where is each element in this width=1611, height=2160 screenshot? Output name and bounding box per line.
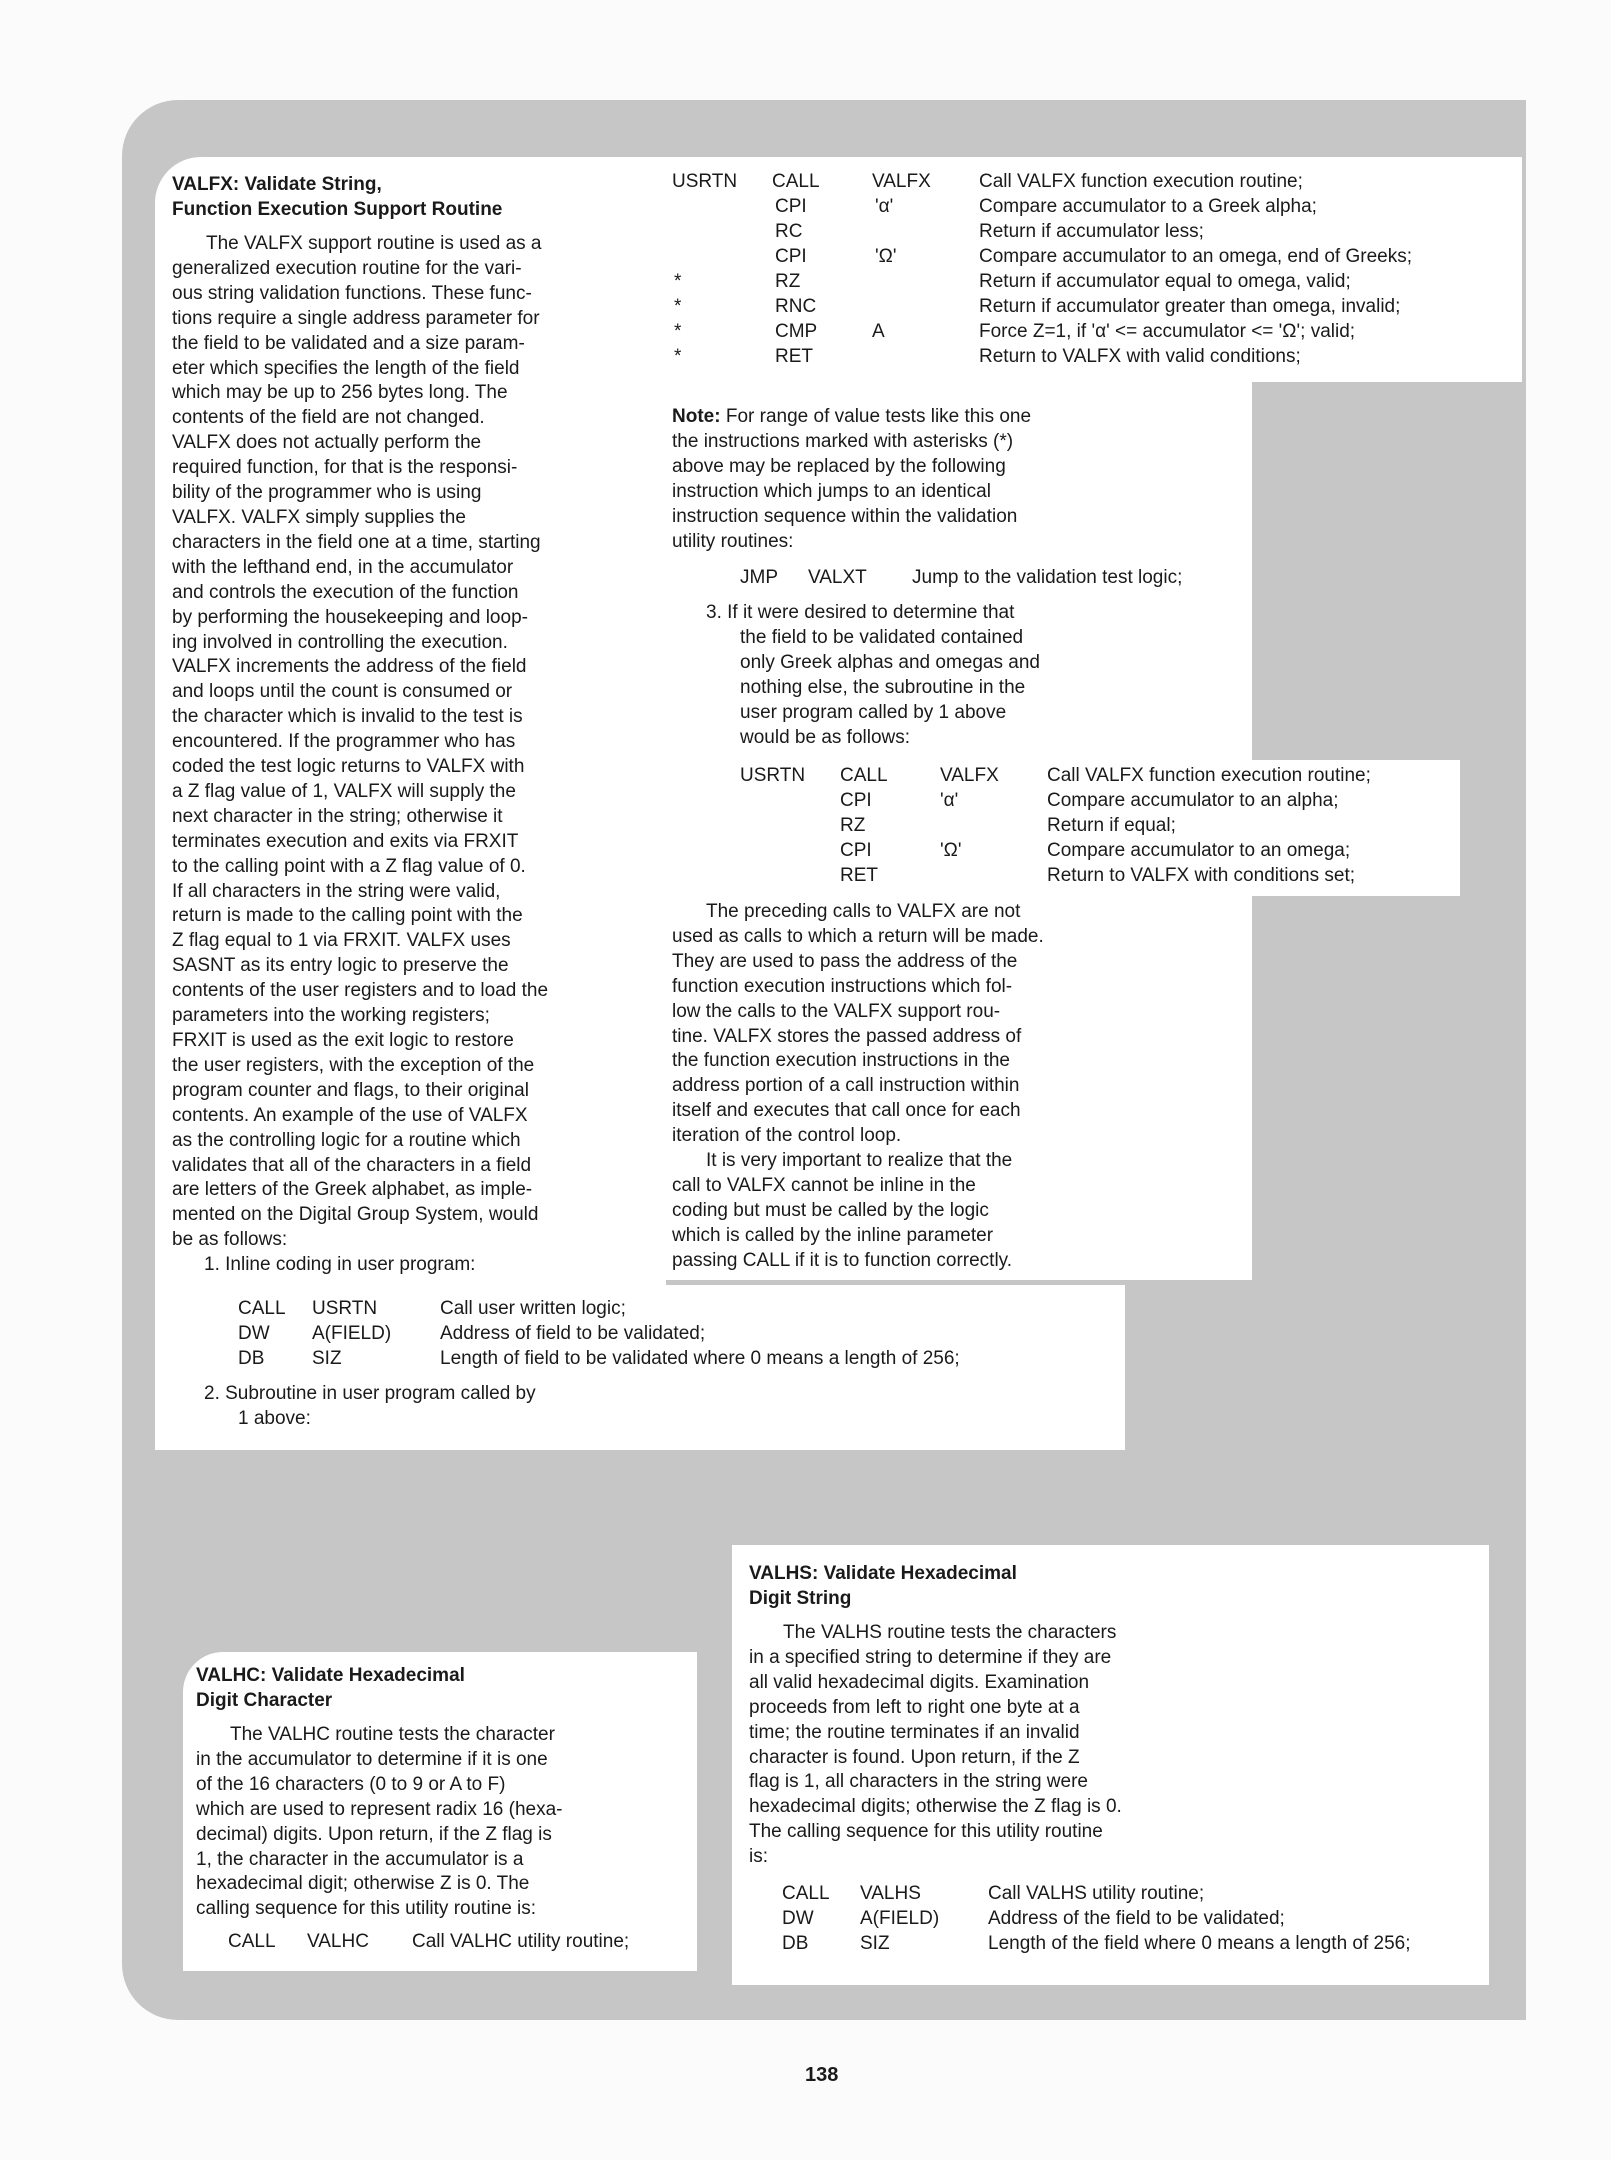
body-line: decimal) digits. Upon return, if the Z flag is — [196, 1823, 552, 1845]
body-line: the user registers, with the exception of the — [172, 1054, 535, 1076]
code-comment: Call VALHS utility routine; — [988, 1883, 1205, 1904]
asterisk-mark: * — [674, 271, 682, 292]
code-comment: Return to VALFX with conditions set; — [1047, 865, 1356, 886]
body-line: The VALHC routine tests the character — [230, 1724, 555, 1745]
note-line: For range of value tests like this one — [725, 406, 1032, 427]
asterisk-mark: * — [674, 321, 682, 342]
code-op: CALL — [772, 171, 820, 192]
code-arg: VALHC — [307, 1931, 369, 1952]
valhc-body — [196, 1723, 630, 1922]
valhc-subtitle: Digit Character — [196, 1690, 333, 1711]
note-line: utility routines: — [672, 530, 794, 552]
code-arg: A(FIELD) — [860, 1908, 940, 1929]
code-comment: Call VALHC utility routine; — [412, 1931, 630, 1952]
body-line: The VALHS routine tests the characters — [783, 1622, 1117, 1643]
body-line: generalized execution routine for the vari- — [172, 257, 522, 279]
closing-line: used as calls to which a return will be made. — [672, 925, 1044, 947]
body-line: which may be up to 256 bytes long. The — [172, 382, 508, 404]
code-op: CALL — [840, 765, 888, 786]
list-item-2-line: 2. Subroutine in user program called by — [204, 1383, 536, 1404]
closing-line: tine. VALFX stores the passed address of — [672, 1025, 1022, 1047]
list-item-3-line: the field to be validated contained — [740, 626, 1024, 648]
valhs-section — [749, 1561, 1183, 1870]
list-item-3-line: 3. If it were desired to determine that — [706, 602, 1015, 623]
body-line: mented on the Digital Group System, would — [172, 1204, 539, 1226]
note-line: instruction which jumps to an identical — [672, 480, 991, 502]
list-item-3-line: nothing else, the subroutine in the — [740, 676, 1026, 698]
code-arg: 'α' — [875, 196, 894, 217]
code-label: USRTN — [672, 171, 738, 192]
code-comment: Call user written logic; — [440, 1298, 626, 1319]
code-op: CPI — [840, 840, 872, 861]
asterisk-mark: * — [674, 346, 682, 367]
note-paragraph — [672, 405, 1106, 554]
code-arg: 'Ω' — [940, 840, 962, 861]
code-comment: Jump to the validation test logic; — [912, 567, 1183, 588]
code-op: JMP — [740, 567, 778, 588]
code-arg: A — [872, 321, 885, 342]
code-arg: 'α' — [940, 790, 959, 811]
body-line: hexadecimal digits; otherwise the Z flag is 0. — [749, 1796, 1122, 1818]
closing-line: They are used to pass the address of the — [672, 950, 1018, 972]
valfx-subtitle: Function Execution Support Routine — [172, 199, 503, 220]
body-line: and loops until the count is consumed or — [172, 681, 513, 703]
body-line: time; the routine terminates if an invalid — [749, 1721, 1080, 1743]
body-line: 1, the character in the accumulator is a — [196, 1848, 524, 1870]
body-line: validates that all of the characters in a field — [172, 1154, 532, 1176]
body-line: ing involved in controlling the execution. — [172, 631, 508, 653]
note-line: instruction sequence within the validation — [672, 505, 1018, 527]
closing-line: call to VALFX cannot be inline in the — [672, 1174, 976, 1196]
body-line: Z flag equal to 1 via FRXIT. VALFX uses — [172, 930, 511, 952]
body-line: as the controlling logic for a routine which — [172, 1129, 521, 1151]
body-line: in the accumulator to determine if it is one — [196, 1748, 548, 1770]
code-comment: Compare accumulator to a Greek alpha; — [979, 196, 1317, 217]
code-comment: Length of field to be validated where 0 means a length of 256; — [440, 1348, 960, 1369]
body-line: SASNT as its entry logic to preserve the — [172, 955, 509, 977]
code-comment: Return to VALFX with valid conditions; — [979, 346, 1301, 367]
code-comment: Return if accumulator greater than omega, invalid; — [979, 296, 1401, 317]
list-item-3 — [706, 601, 1106, 750]
body-line: encountered. If the programmer who has — [172, 731, 516, 753]
body-line: contents of the field are not changed. — [172, 407, 485, 429]
code-comment: Force Z=1, if 'α' <= accumulator <= 'Ω'; valid; — [979, 321, 1356, 342]
code-comment: Return if accumulator equal to omega, valid; — [979, 271, 1351, 292]
code-op: CALL — [228, 1931, 276, 1952]
closing-line: passing CALL if it is to function correctly. — [672, 1249, 1013, 1271]
code-comment: Compare accumulator to an omega, end of Greeks; — [979, 246, 1413, 267]
body-line: coded the test logic returns to VALFX with — [172, 756, 525, 778]
code-op: CALL — [782, 1883, 830, 1904]
code-arg: VALFX — [872, 171, 931, 192]
closing-line: the function execution instructions in the — [672, 1050, 1010, 1072]
note-label: Note: — [672, 406, 721, 427]
body-line: proceeds from left to right one byte at a — [749, 1696, 1080, 1718]
body-line: of the 16 characters (0 to 9 or A to F) — [196, 1773, 506, 1795]
code-comment: Compare accumulator to an omega; — [1047, 840, 1351, 861]
body-line: a Z flag value of 1, VALFX will supply the — [172, 780, 516, 802]
body-line: in a specified string to determine if they are — [749, 1646, 1112, 1668]
body-line: parameters into the working registers; — [172, 1005, 490, 1027]
code-arg: VALXT — [808, 567, 867, 588]
closing-line: low the calls to the VALFX support rou- — [672, 1000, 1001, 1022]
body-line: eter which specifies the length of the field — [172, 357, 520, 379]
asterisk-mark: * — [674, 296, 682, 317]
body-line: VALFX. VALFX simply supplies the — [172, 506, 466, 528]
list-item-3-line: would be as follows: — [740, 726, 911, 748]
code-op: CPI — [775, 246, 807, 267]
code-arg: SIZ — [860, 1933, 890, 1954]
list-item-3-line: only Greek alphas and omegas and — [740, 651, 1040, 673]
closing-line: itself and executes that call once for each — [672, 1100, 1021, 1122]
code-comment: Return if accumulator less; — [979, 221, 1204, 242]
body-line: VALFX increments the address of the field — [172, 656, 527, 678]
closing-line: It is very important to realize that the — [706, 1150, 1013, 1172]
code-comment: Compare accumulator to an alpha; — [1047, 790, 1339, 811]
code-comment: Length of the field where 0 means a length of 256; — [988, 1933, 1411, 1954]
code-op: RNC — [775, 296, 817, 317]
body-line: return is made to the calling point with the — [172, 905, 523, 927]
code-op: RET — [840, 865, 878, 886]
code-op: RET — [775, 346, 813, 367]
valhc-section — [196, 1663, 630, 1922]
body-line: FRXIT is used as the exit logic to restore — [172, 1030, 514, 1051]
body-line: hexadecimal digit; otherwise Z is 0. The — [196, 1873, 530, 1895]
body-line: bility of the programmer who is using — [172, 482, 482, 504]
note-line: the instructions marked with asterisks (*) — [672, 430, 1014, 452]
valfx-section — [172, 172, 610, 1278]
code-comment: Call VALFX function execution routine; — [1047, 765, 1371, 786]
valfx-title: VALFX: Validate String, — [172, 174, 382, 195]
code-arg: VALFX — [940, 765, 999, 786]
list-item-2-line: 1 above: — [238, 1407, 311, 1429]
body-line: The VALFX support routine is used as a — [206, 233, 542, 254]
closing-paragraphs — [672, 900, 1106, 1274]
body-line: VALFX does not actually perform the — [172, 432, 482, 454]
code-op: CMP — [775, 321, 818, 342]
valhc-title: VALHC: Validate Hexadecimal — [196, 1665, 465, 1686]
code-comment: Call VALFX function execution routine; — [979, 171, 1303, 192]
code-comment: Return if equal; — [1047, 815, 1176, 836]
code-op: RZ — [840, 815, 866, 836]
code-arg: 'Ω' — [875, 246, 897, 267]
body-line: be as follows: — [172, 1229, 288, 1251]
valhs-title: VALHS: Validate Hexadecimal — [749, 1563, 1017, 1584]
code-op: CPI — [840, 790, 872, 811]
body-line: The calling sequence for this utility routine — [749, 1821, 1103, 1843]
code-label: USRTN — [740, 765, 806, 786]
valhs-subtitle: Digit String — [749, 1588, 852, 1609]
body-line: terminates execution and exits via FRXIT — [172, 830, 519, 852]
body-line: is: — [749, 1846, 768, 1868]
body-line: contents. An example of the use of VALFX — [172, 1104, 528, 1126]
body-line: with the lefthand end, in the accumulator — [172, 556, 514, 578]
body-line: contents of the user registers and to load the — [172, 980, 549, 1002]
body-line: calling sequence for this utility routine is: — [196, 1898, 537, 1920]
closing-line: The preceding calls to VALFX are not — [706, 901, 1021, 922]
code-arg: VALHS — [860, 1883, 921, 1904]
code-op: CALL — [238, 1298, 286, 1319]
valfx-body — [172, 232, 610, 1278]
closing-line: address portion of a call instruction within — [672, 1075, 1020, 1097]
closing-line: iteration of the control loop. — [672, 1125, 902, 1147]
body-line: required function, for that is the responsi- — [172, 457, 518, 479]
code-arg: SIZ — [312, 1348, 342, 1369]
code-arg: USRTN — [312, 1298, 378, 1319]
body-line: to the calling point with a Z flag value of 0. — [172, 855, 526, 877]
valhs-body — [749, 1621, 1183, 1870]
list-item-1: 1. Inline coding in user program: — [204, 1254, 476, 1276]
body-line: next character in the string; otherwise it — [172, 805, 503, 827]
body-line: ous string validation functions. These func- — [172, 282, 532, 304]
closing-line: function execution instructions which fol- — [672, 975, 1013, 997]
body-line: and controls the execution of the function — [172, 581, 519, 603]
body-line: character is found. Upon return, if the Z — [749, 1746, 1080, 1768]
body-line: program counter and flags, to their original — [172, 1079, 529, 1101]
body-line: by performing the housekeeping and loop- — [172, 606, 528, 628]
body-line: characters in the field one at a time, starting — [172, 531, 541, 553]
code-op: RZ — [775, 271, 801, 292]
code-op: DW — [238, 1323, 270, 1344]
body-line: all valid hexadecimal digits. Examination — [749, 1671, 1090, 1693]
note-line: above may be replaced by the following — [672, 455, 1006, 477]
list-item-2 — [204, 1382, 624, 1432]
body-line: the character which is invalid to the test is — [172, 706, 523, 728]
code-op: DW — [782, 1908, 814, 1929]
body-line: are letters of the Greek alphabet, as imple- — [172, 1179, 533, 1201]
body-line: flag is 1, all characters in the string were — [749, 1771, 1088, 1793]
code-op: CPI — [775, 196, 807, 217]
body-line: the field to be validated and a size param- — [172, 332, 525, 354]
list-item-3-line: user program called by 1 above — [740, 701, 1007, 723]
code-op: DB — [238, 1348, 265, 1369]
code-arg: A(FIELD) — [312, 1323, 392, 1344]
code-comment: Address of field to be validated; — [440, 1323, 706, 1344]
closing-line: coding but must be called by the logic — [672, 1199, 989, 1221]
body-line: which are used to represent radix 16 (hexa- — [196, 1798, 563, 1820]
code-op: DB — [782, 1933, 809, 1954]
body-line: If all characters in the string were valid, — [172, 880, 501, 902]
closing-line: which is called by the inline parameter — [672, 1224, 994, 1246]
body-line: tions require a single address parameter for — [172, 307, 540, 329]
code-comment: Address of the field to be validated; — [988, 1908, 1285, 1929]
code-op: RC — [775, 221, 803, 242]
page-number: 138 — [805, 2064, 839, 2086]
